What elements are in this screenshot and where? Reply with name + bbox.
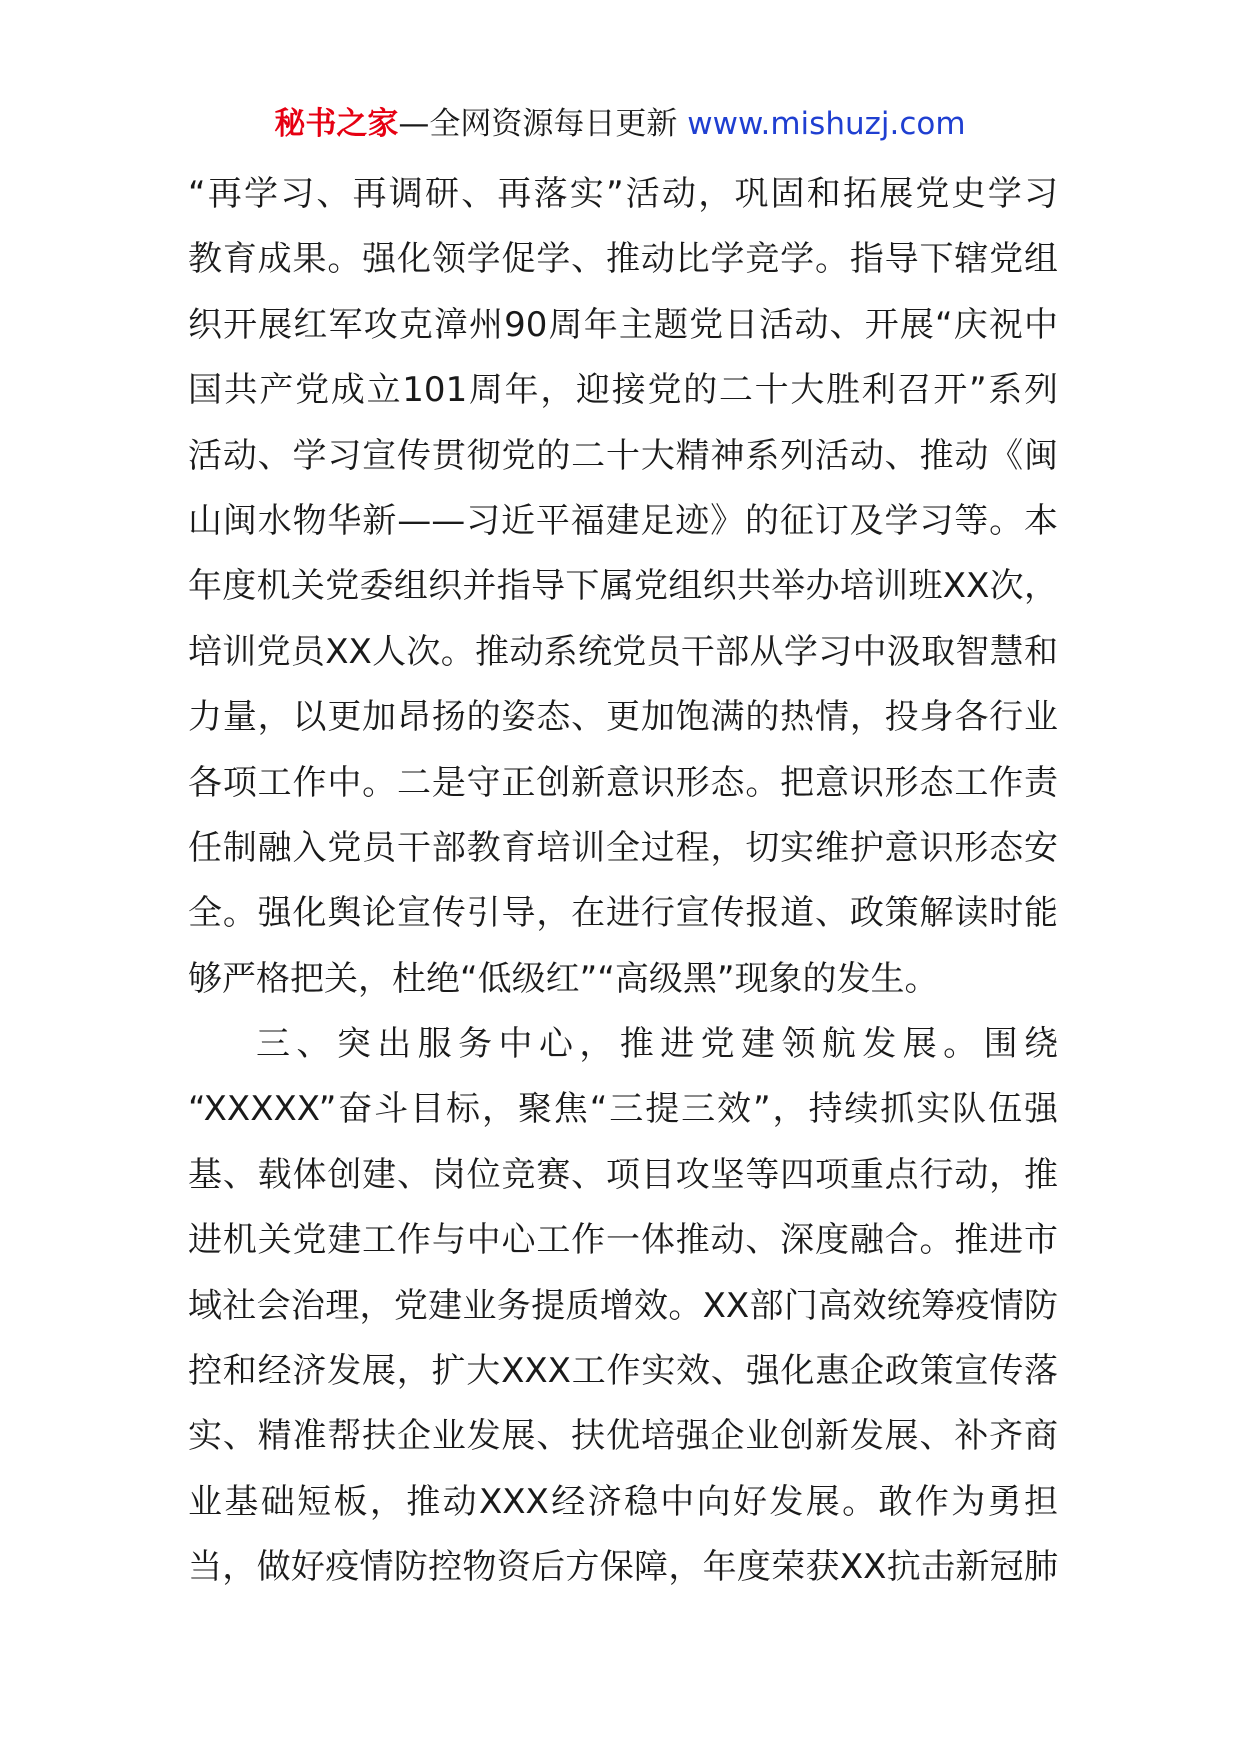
site-tagline: —全网资源每日更新 bbox=[398, 106, 688, 142]
body-line: 国共产党成立101周年，迎接党的二十大胜利召开”系列 bbox=[188, 370, 1058, 411]
body-line: 活动、学习宣传贯彻党的二十大精神系列活动、推动《闽 bbox=[188, 435, 1058, 476]
body-line: 山闽水物华新——习近平福建足迹》的征订及学习等。本 bbox=[188, 500, 1058, 541]
body-line: 年度机关党委组织并指导下属党组织共举办培训班XX次， bbox=[188, 566, 1058, 607]
body-line: 力量，以更加昂扬的姿态、更加饱满的热情，投身各行业 bbox=[188, 697, 1058, 738]
body-line: 够严格把关，杜绝“低级红”“高级黑”现象的发生。 bbox=[188, 958, 939, 999]
body-line: 织开展红军攻克漳州90周年主题党日活动、开展“庆祝中 bbox=[188, 304, 1058, 345]
body-line: 域社会治理，党建业务提质增效。XX部门高效统筹疫情防 bbox=[188, 1285, 1058, 1326]
body-line: 教育成果。强化领学促学、推动比学竞学。指导下辖党组 bbox=[188, 239, 1058, 280]
body-line: 任制融入党员干部教育培训全过程，切实维护意识形态安 bbox=[188, 827, 1058, 868]
site-brand: 秘书之家 bbox=[274, 106, 399, 142]
site-header bbox=[0, 100, 1240, 148]
site-url[interactable]: www.mishuzj.com bbox=[687, 106, 966, 142]
body-line: 全。强化舆论宣传引导，在进行宣传报道、政策解读时能 bbox=[188, 893, 1058, 934]
body-line: 进机关党建工作与中心工作一体推动、深度融合。推进市 bbox=[188, 1220, 1058, 1261]
body-line: 当，做好疫情防控物资后方保障，年度荣获XX抗击新冠肺 bbox=[188, 1547, 1058, 1588]
body-line: 控和经济发展，扩大XXX工作实效、强化惠企政策宣传落 bbox=[188, 1351, 1058, 1392]
document-body bbox=[188, 162, 1058, 1601]
body-line: 业基础短板，推动XXX经济稳中向好发展。敢作为勇担 bbox=[188, 1481, 1058, 1522]
body-line: “再学习、再调研、再落实”活动，巩固和拓展党史学习 bbox=[188, 174, 1058, 214]
body-line: 实、精准帮扶企业发展、扶优培强企业创新发展、补齐商 bbox=[188, 1416, 1058, 1457]
body-line: 各项工作中。二是守正创新意识形态。把意识形态工作责 bbox=[188, 762, 1058, 803]
body-line: “XXXXX”奋斗目标，聚焦“三提三效”，持续抓实队伍强 bbox=[188, 1089, 1058, 1130]
body-line: 基、载体创建、岗位竞赛、项目攻坚等四项重点行动，推 bbox=[188, 1154, 1058, 1195]
section-heading-line: 三、突出服务中心，推进党建领航发展。围绕 bbox=[256, 1024, 1058, 1065]
body-line: 培训党员XX人次。推动系统党员干部从学习中汲取智慧和 bbox=[188, 631, 1058, 672]
